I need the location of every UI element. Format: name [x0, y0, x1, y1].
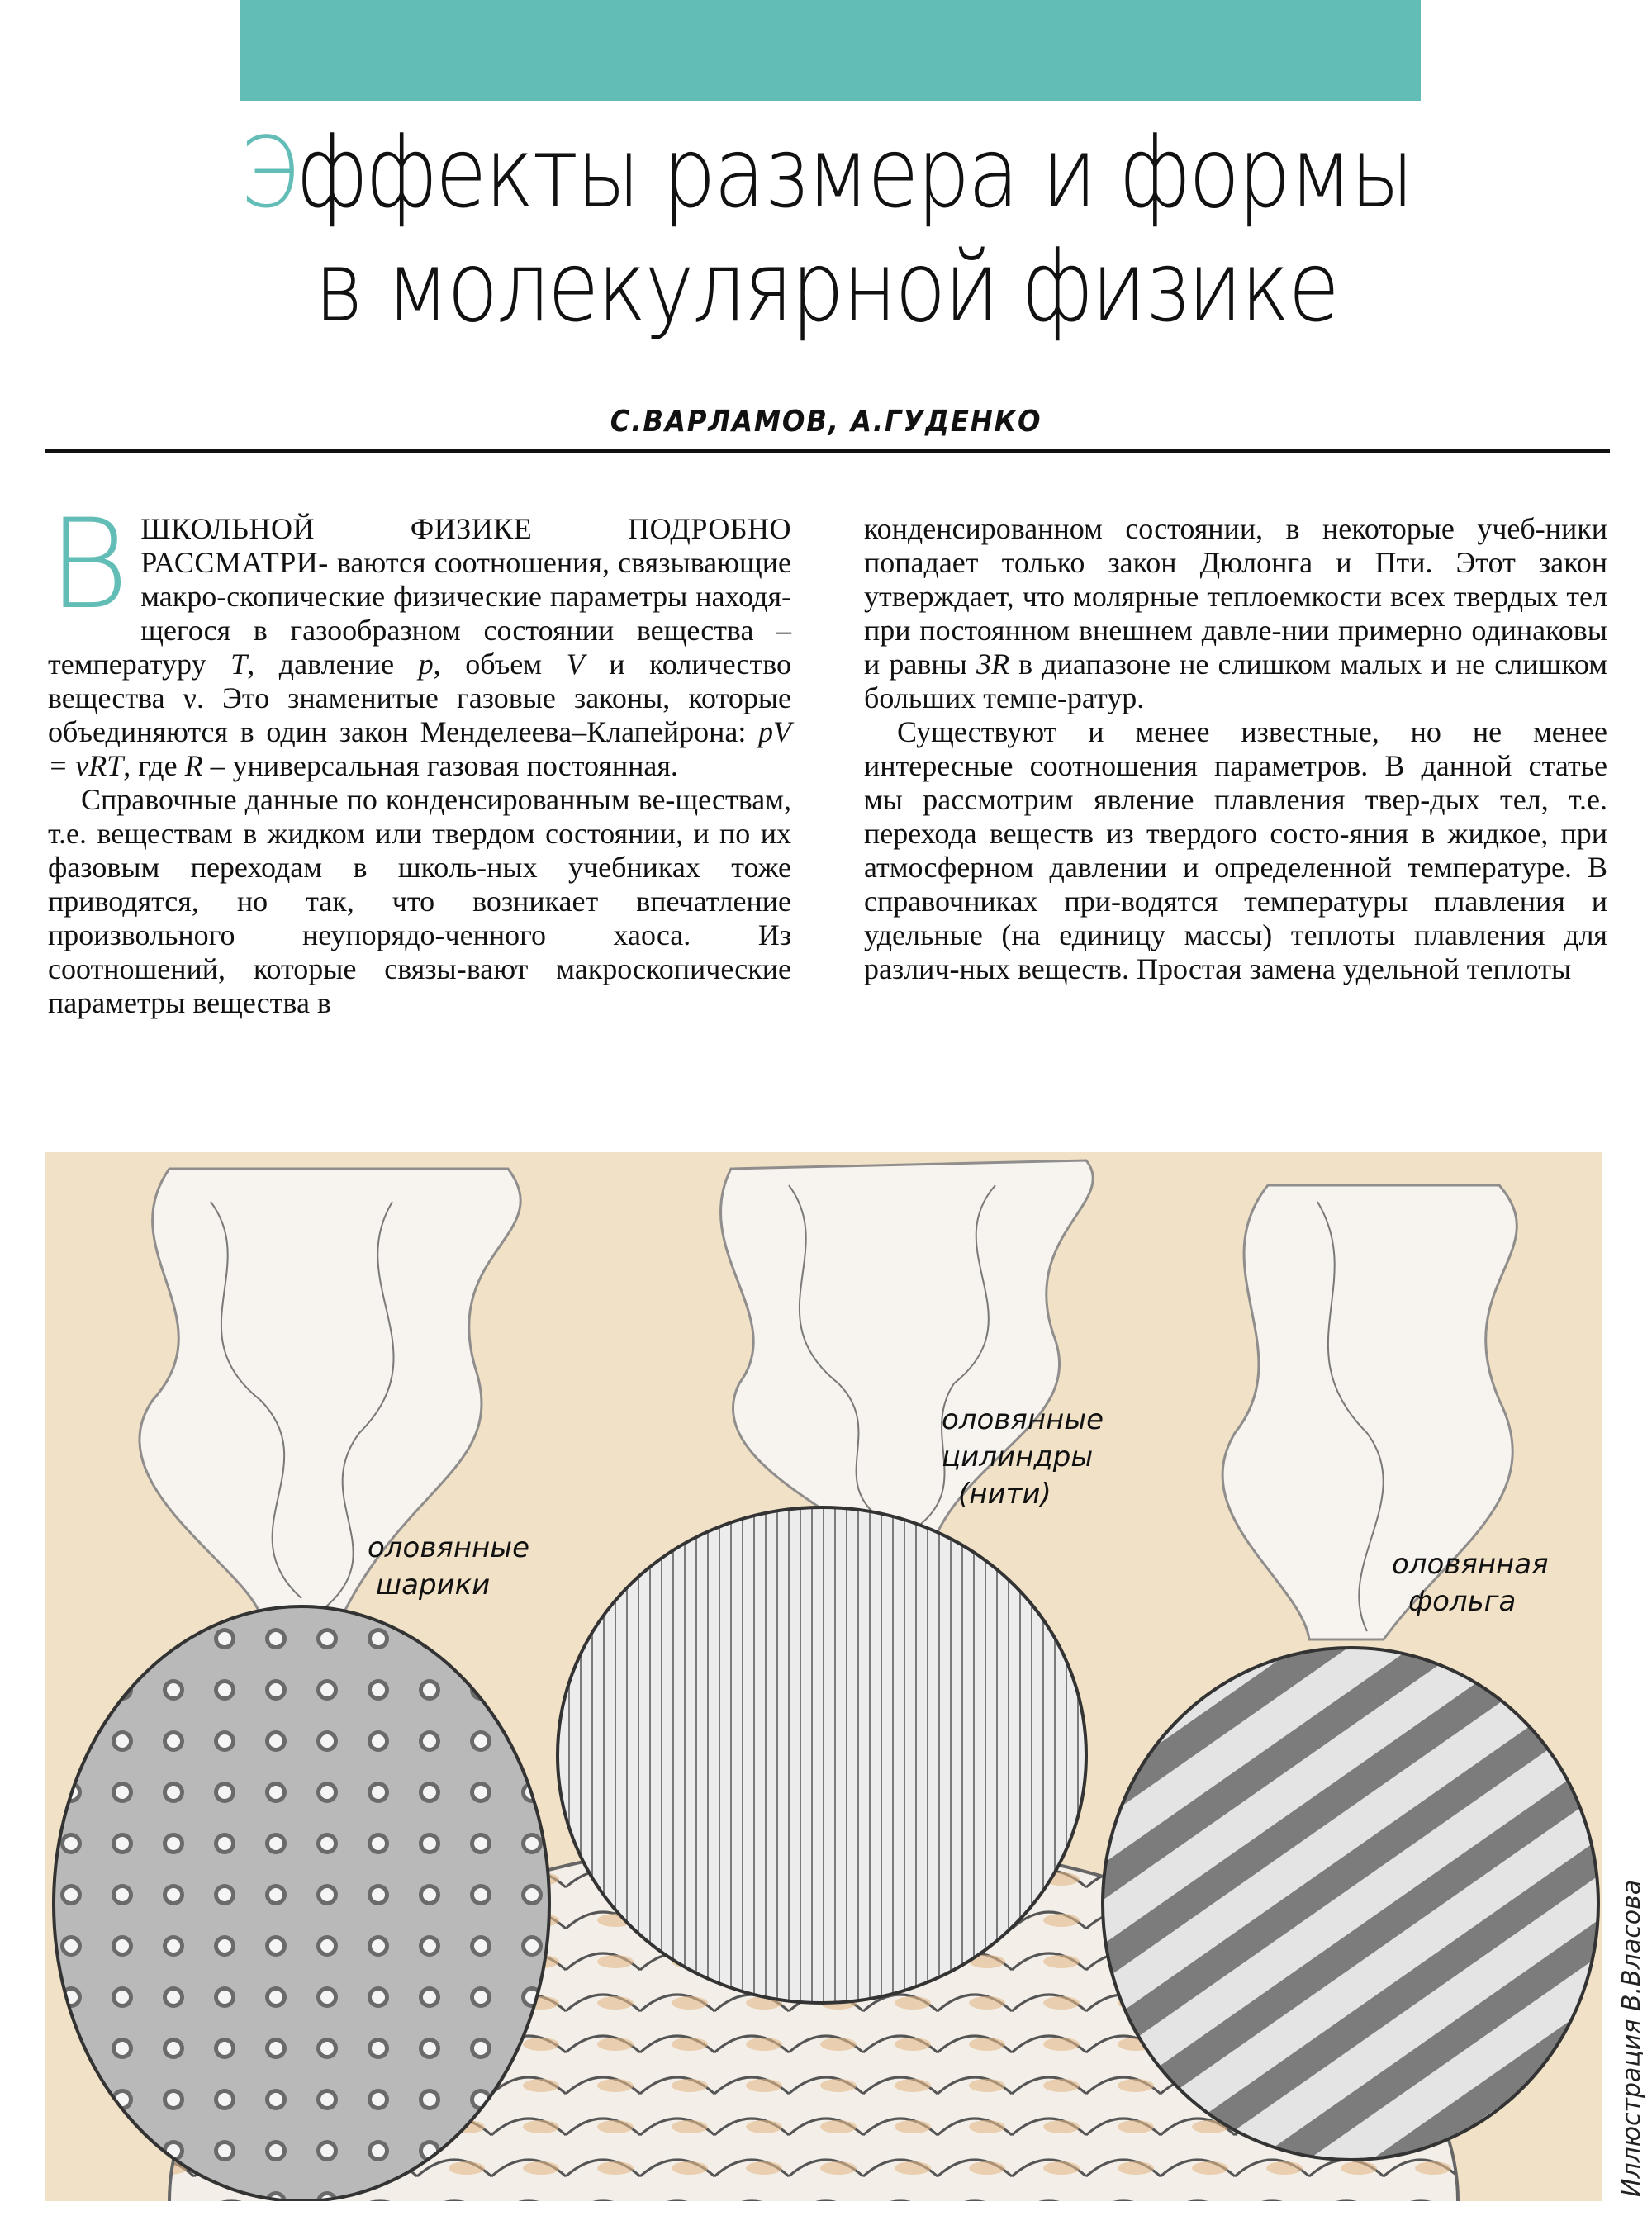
title-accent-letter: Э	[240, 116, 297, 230]
svg-text:оловянные: оловянные	[368, 1531, 530, 1564]
header-teal-band	[240, 0, 1421, 101]
symbol-3R: 3R	[976, 648, 1010, 681]
symbol-R: R	[184, 749, 203, 782]
article-title	[116, 116, 1536, 344]
illustration	[45, 1152, 1602, 2201]
svg-text:оловянные: оловянные	[942, 1403, 1104, 1436]
left-column	[48, 493, 791, 1020]
illustration-credit: Иллюстрация В.Власова	[1617, 1879, 1646, 2197]
text: конденсированном состоянии, в некоторые учеб-ники попадает только закон Дюлонга и Пти. Этот закон утверждает, что молярные теплоемкости всех твердых тел при постоянном внешнем давле-нии примерно одинаковы и равны	[864, 512, 1607, 681]
text: , объем	[433, 648, 567, 681]
tin-shapes-drawing	[45, 1152, 1602, 2201]
svg-text:цилиндры: цилиндры	[942, 1440, 1094, 1473]
formula: pV = νRT	[48, 715, 791, 782]
authors: С.ВАРЛАМОВ, А.ГУДЕНКО	[610, 405, 1042, 439]
text: ваются соотношения, связывающие макро-скопические физические параметры находя-щегося в газообразном состоянии вещества – температуру	[48, 546, 791, 681]
header-divider	[45, 449, 1610, 453]
label-balls	[368, 1531, 529, 1601]
paragraph: Существуют и менее известные, но не менее интересные соотношения параметров. В данной статье мы рассмотрим явление плавления твер-дых тел, т.е. перехода веществ из твердого состо-яния в жидкое, при атмосферном давлении и определенной температуре. В справочниках при-водятся температуры плавления и удельные (на единицу массы) теплоты плавления для различ-ных веществ. Простая замена удельной теплоты	[864, 715, 1607, 985]
lead-in: ШКОЛЬНОЙ ФИЗИКЕ ПОДРОБНО РАССМАТРИ-	[140, 512, 791, 579]
text: – универсальная газовая постоянная.	[202, 749, 678, 782]
text: , где	[123, 749, 185, 782]
drop-cap: В	[48, 493, 130, 637]
paragraph: Справочные данные по конденсированным ве-ществам, т.е. веществам в жидком или твердом состоянии, и по их фазовым переходам в школь-ных учебниках тоже приводятся, но так, что возникает впечатление произвольного неупорядо-ченного хаоса. Из соотношений, которые связы-вают макроскопические параметры вещества в	[48, 783, 791, 1019]
title-line-2: в молекулярной физике	[314, 230, 1338, 344]
title-line-1	[116, 116, 1536, 230]
symbol-p: p	[418, 648, 434, 681]
svg-text:фольга: фольга	[1408, 1585, 1517, 1618]
text: и количество вещества ν. Это знаменитые газовые законы, которые объединяются в один закон Менделеева–Клапейрона:	[48, 648, 791, 748]
paragraph	[864, 512, 1607, 715]
paragraph	[48, 493, 791, 783]
symbol-T: T	[230, 648, 248, 681]
svg-text:оловянная: оловянная	[1392, 1548, 1549, 1581]
svg-text:шарики: шарики	[376, 1568, 491, 1601]
right-column	[864, 512, 1607, 986]
symbol-V: V	[566, 648, 585, 681]
text: в диапазоне не слишком малых и не слишком больших темпе-ратур.	[864, 648, 1607, 714]
text: , давление	[247, 648, 419, 681]
svg-text:(нити): (нити)	[958, 1478, 1051, 1511]
title-line-1-text: ффекты размера и формы	[296, 116, 1412, 230]
label-cylinders	[942, 1403, 1104, 1511]
